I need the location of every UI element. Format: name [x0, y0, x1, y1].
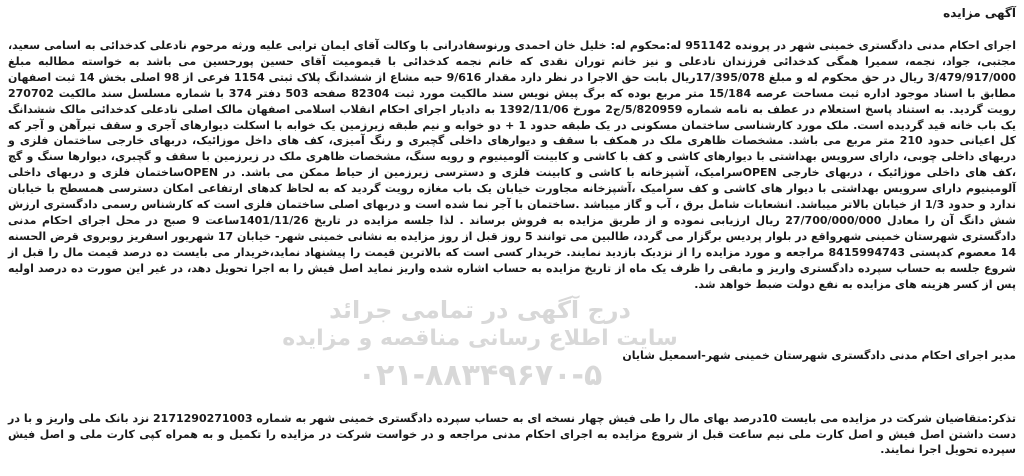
watermark-line-2: سایت اطلاع رسانی مناقصه و مزایده [282, 326, 678, 351]
notice-body: اجرای احکام مدنی دادگستری خمینی شهر در پرونده 951142 له:محکوم له: خلیل خان احمدی ورنوسفادرانی با وکالت آقای ایمان ترابی علیه ورثه مرحوم نادعلی کدخدائی به اسامی سعید، مجتبی، جواد، نجمه، سمیرا همگی کدخدائی فرزندان نادعلی و نیز خانم توران نقدی که خانم نجمه کدخدائی با قیمومیت آقای حسین پورحسین می باشد به خواسته مطالبه مبلغ 3/479/917/000 ریال در حق محکوم له و مبلغ 17/395/078ریال بابت حق الاجرا در نظر دارد مقدار 9/616 حبه مشاع از ششدانگ پلاک ثبتی 1154 فرعی از 98 اصلی بخش 14 ثبت اصفهان مطابق با اسناد موجود اداره ثبت مساحت عرصه 15/184 متر مربع بوده که برگ پیش نویس سند مالکیت مورد ثبت 82304 صفحه 503 دفتر 374 با شماره مسلسل سند مالکیت 270702 رویت گردید. به استناد پاسخ استعلام در عطف به نامه شماره 5/820959/ج2 مورخ 1392/11/06 به دادیار اجرای احکام انقلاب اسلامی اصفهان مالک اصلی نادعلی کدخدائی مالک ششدانگ یک باب خانه قید گردیده است. ملک مورد کارشناسی ساختمان مسکونی در یک طبقه حدود 1 + دو خوابه و نیم طبقه زیرزمین یک خوابه با اسکلت دیوارهای آجری و سقف تیرآهن و آجر که کل اعیانی حدود 210 متر مربع می باشد. مشخصات ظاهری ملک در همکف با سقف و دیوارهای داخلی گچبری و رنگ آمیزی، کف های داخل موزائیک، دربهای خارجی ساختمان فلزی و دربهای داخلی چوبی، دارای سرویس بهداشتی با دیوارهای کاشی و کف با کاشی و کابینت آلومینیوم و رویه سنگ، مشخصات ظاهری ملک در زیرزمین با سقف و گچبری، دیوارها سنگ و گچ ،کف های داخلی موزائیک ، دربهای خارجی OPENسرامیک، آشپزخانه با کاشی و کابینت فلزی و دسترسی زیرزمین از حیاط ممکن می باشد. در OPENساختمان فلزی و دربهای داخلی آلومینیوم دارای سرویس بهداشتی با دیوار های کاشی و کف سرامیک ،آشپزخانه مجاورت خیابان یک باب مغازه رویت گردید که به لحاظ کدهای ارتفاعی امکان دسترسی همسطح با خیابان ندارد و حدود 1/3 از خیابان بالاتر میباشد. انشعابات شامل برق ، آب و گاز میباشد .ساختمان با آجر نما شده است و دربهای اصلی ساختمان فلزی است که کارشناس رسمی دادگستری ارزش شش دانگ آن را معادل 27/700/000/000 ریال ارزیابی نموده و از طریق مزایده به فروش برساند . لذا جلسه مزایده در تاریخ 1401/11/26ساعت 9 صبح در محل اجرای احکام مدنی دادگستری شهرستان خمینی شهرواقع در بلوار پردیس برگزار می گردد، طالبین می توانند 5 روز قبل از روز مزایده به نشانی خمینی شهر- خیابان 17 شهریور اسفریز روبروی قرض الحسنه 14 معصوم کدپستی 8415994743 مراجعه و مورد مزایده را از نزدیک بازدید نمایند. خریدار کسی است که بالاترین قیمت را پیشنهاد نماید،خریدار می بایست ده درصد قیمت مال را قبل از شروع جلسه به حساب سپرده دادگستری واریز و مابقی را ظرف یک ماه از تاریخ مزایده به حساب اشاره شده واریز نماید اصل فیش را به اجرا تحویل دهد، در غیر این صورت ده درصد اولیه پس از کسر هزینه های مزایده به نفع دولت ضبط خواهد شد. [8, 39, 1017, 291]
notice-signature: مدیر اجرای احکام مدنی دادگستری شهرستان خمینی شهر-اسمعیل شایان [622, 349, 1016, 362]
watermark-phone: ۰۲۱-۸۸۳۴۹۶۷۰-۵ [357, 358, 603, 393]
notice-title: آگهی مزایده [943, 6, 1016, 20]
notice-note: تذکر:متقاضیان شرکت در مزایده می بایست 10درصد بهای مال را طی فیش چهار نسخه ای به حساب سپرده دادگستری خمینی شهر به شماره 2171290271003 نزد بانک ملی واریز و با در دست داشتن اصل فیش و اصل کارت ملی نیم ساعت قبل از شروع مزایده به اجرای احکام مدنی مراجعه و در خواست شرکت در مزایده را تکمیل و به همراه کپی کارت ملی و اصل فیش سپرده تحویل اجرا نمایند. [8, 412, 1016, 456]
watermark-line-1: درج آگهی در تمامی جرائد [329, 296, 631, 324]
